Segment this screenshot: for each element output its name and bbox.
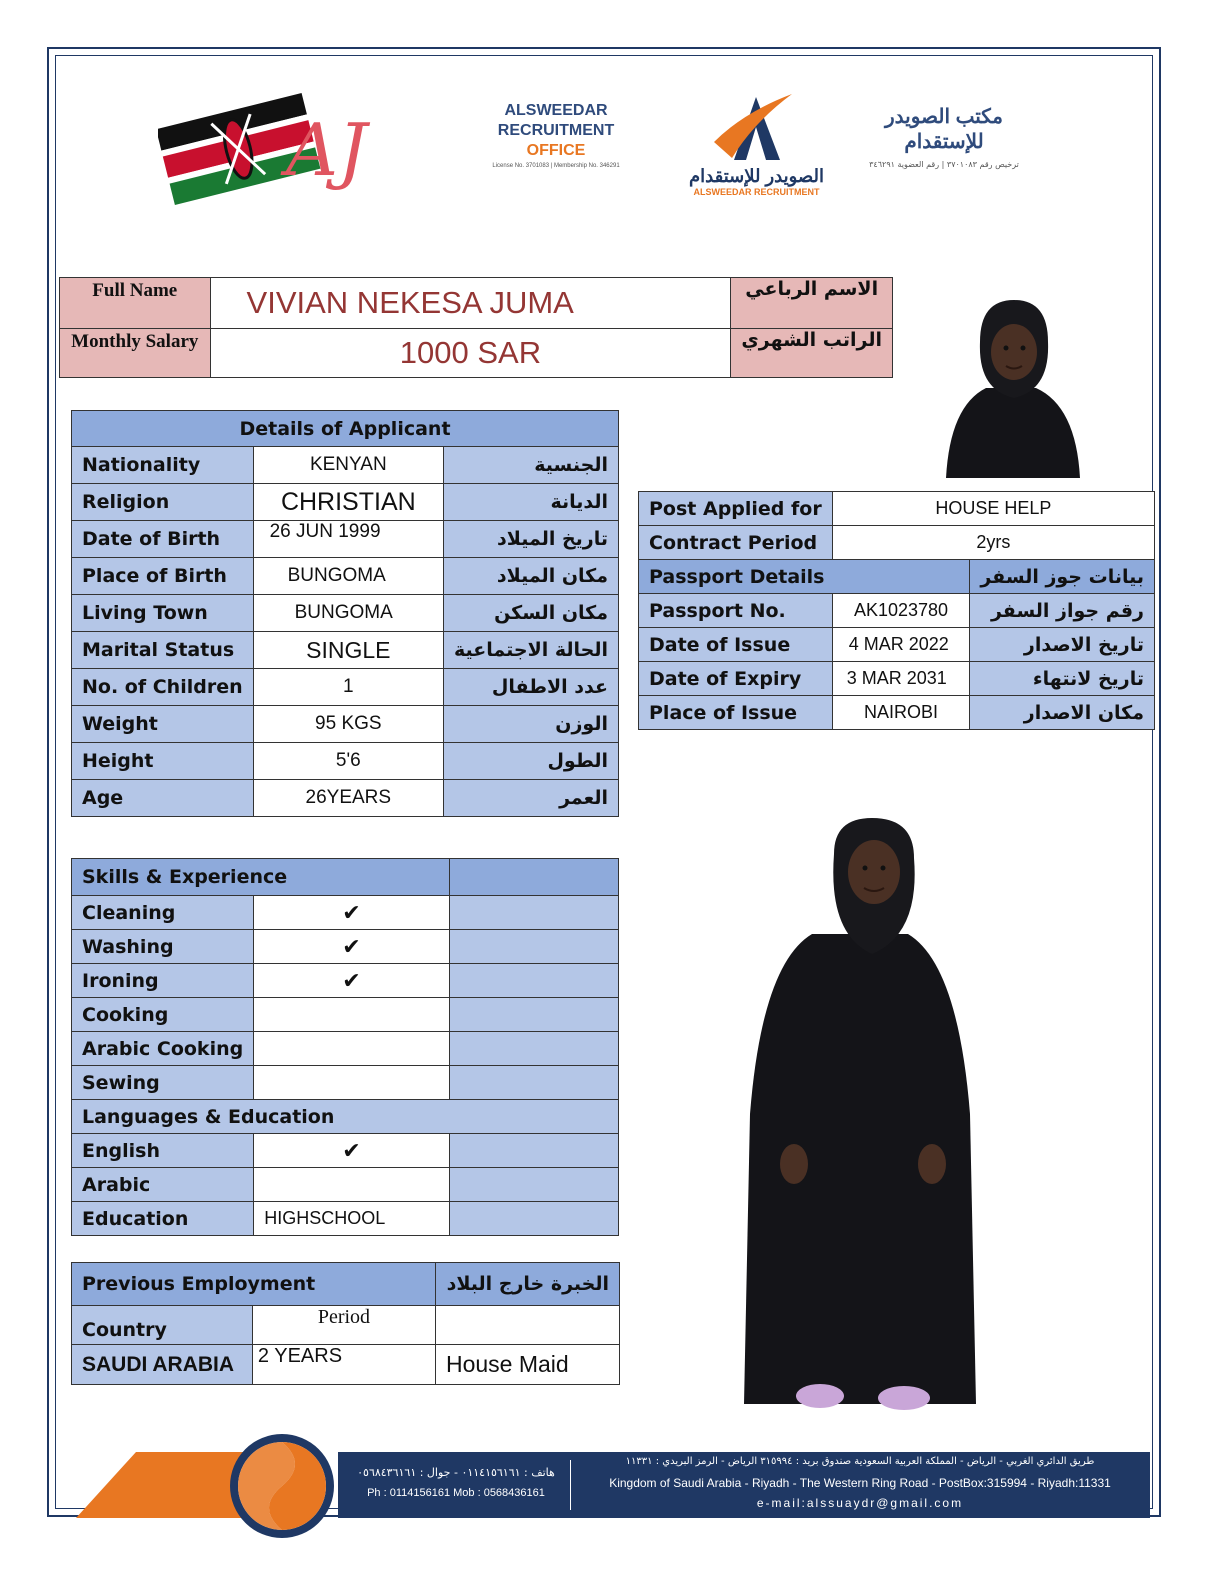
person-portrait-icon bbox=[936, 296, 1086, 478]
skill-label: Washing bbox=[72, 930, 254, 964]
details-label: Age bbox=[72, 780, 254, 817]
role-value: House Maid bbox=[435, 1345, 619, 1385]
language-blank bbox=[449, 1168, 618, 1202]
education-label: Education bbox=[72, 1202, 254, 1236]
passport-label: Date of Expiry bbox=[639, 662, 833, 696]
footer-email[interactable]: e-mail:alssuaydr@gmail.com bbox=[756, 1496, 964, 1510]
details-ar: مكان السكن bbox=[444, 595, 619, 632]
skill-label: Sewing bbox=[72, 1066, 254, 1100]
footer-address-en: Kingdom of Saudi Arabia - Riyadh - The Western Ring Road - PostBox:315994 - Riyadh:11331 bbox=[609, 1476, 1111, 1490]
post-label: Post Applied for bbox=[639, 492, 833, 526]
skill-check bbox=[254, 998, 449, 1032]
footer-circle-icon bbox=[226, 1432, 338, 1540]
salary-label: Monthly Salary bbox=[60, 329, 211, 378]
employment-table bbox=[71, 1262, 620, 1385]
period-label: Period bbox=[252, 1306, 435, 1345]
footer-phone-en: Ph : 0114156161 Mob : 0568436161 bbox=[367, 1487, 545, 1499]
details-value: BUNGOMA bbox=[253, 595, 443, 632]
details-label: Living Town bbox=[72, 595, 254, 632]
details-value: BUNGOMA bbox=[253, 558, 443, 595]
education-value: HIGHSCHOOL bbox=[254, 1202, 449, 1236]
footer-divider bbox=[570, 1460, 571, 1510]
office-logo-en bbox=[466, 102, 646, 169]
details-value: 26YEARS bbox=[253, 780, 443, 817]
details-label: Weight bbox=[72, 706, 254, 743]
period-value: 2 YEARS bbox=[252, 1345, 435, 1385]
contract-label: Contract Period bbox=[639, 526, 833, 560]
skill-check: ✔ bbox=[254, 964, 449, 998]
passport-label: Date of Issue bbox=[639, 628, 833, 662]
footer-circle-logo bbox=[226, 1432, 338, 1540]
full-name-label: Full Name bbox=[60, 278, 211, 329]
office-name-line2 bbox=[466, 120, 646, 160]
kenya-flag-logo bbox=[158, 88, 373, 208]
passport-value: AK1023780 bbox=[832, 594, 970, 628]
a-logo-icon bbox=[684, 92, 829, 162]
details-label: Marital Status bbox=[72, 632, 254, 669]
right-logo-ar bbox=[846, 104, 1042, 169]
details-ar: عدد الاطفال bbox=[444, 669, 619, 706]
details-ar: الوزن bbox=[444, 706, 619, 743]
passport-title-ar: بيانات جوز السفر bbox=[970, 560, 1155, 594]
language-label: English bbox=[72, 1134, 254, 1168]
passport-ar: تاريخ لانتهاء bbox=[970, 662, 1155, 696]
name-salary-table bbox=[59, 277, 893, 378]
footer-phone-ar: هاتف : ٠١١٤١٥٦١٦١ - جوال : ٠٥٦٨٤٣٦١٦١ bbox=[357, 1466, 555, 1479]
details-value: 95 KGS bbox=[253, 706, 443, 743]
education-blank bbox=[449, 1202, 618, 1236]
office-name-office: OFFICE bbox=[526, 142, 586, 159]
details-ar: مكان الميلاد bbox=[444, 558, 619, 595]
details-label: No. of Children bbox=[72, 669, 254, 706]
post-passport-table bbox=[638, 491, 1155, 730]
language-blank bbox=[449, 1134, 618, 1168]
details-value: 5'6 bbox=[253, 743, 443, 780]
center-logo-en: ALSWEEDAR RECRUITMENT bbox=[693, 187, 820, 197]
skill-blank bbox=[449, 1066, 618, 1100]
details-ar: الجنسية bbox=[444, 447, 619, 484]
person-full-body-icon bbox=[742, 814, 978, 1414]
right-logo-license: ترخيص رقم ٣٧٠١٠٨٣ | رقم العضوية ٣٤٦٢٩١ bbox=[869, 160, 1019, 169]
skill-label: Cooking bbox=[72, 998, 254, 1032]
passport-ar: رقم جواز السفر bbox=[970, 594, 1155, 628]
skill-label: Arabic Cooking bbox=[72, 1032, 254, 1066]
skills-title: Skills & Experience bbox=[72, 859, 450, 896]
details-value: KENYAN bbox=[253, 447, 443, 484]
passport-value: 3 MAR 2031 bbox=[832, 662, 970, 696]
office-name-line1: ALSWEEDAR bbox=[504, 102, 608, 119]
languages-title: Languages & Education bbox=[72, 1100, 619, 1134]
aj-initials: AJ bbox=[286, 108, 367, 192]
skill-blank bbox=[449, 1032, 618, 1066]
language-check bbox=[254, 1168, 449, 1202]
skills-table bbox=[71, 858, 619, 1236]
details-value: SINGLE bbox=[253, 632, 443, 669]
language-check: ✔ bbox=[254, 1134, 449, 1168]
employment-title-ar: الخبرة خارج البلاد bbox=[435, 1263, 619, 1306]
country-label: Country bbox=[72, 1306, 253, 1345]
passport-value: NAIROBI bbox=[832, 696, 970, 730]
office-license: License No. 3701083 | Membership No. 346291 bbox=[492, 163, 620, 169]
full-name-ar: الاسم الرباعي bbox=[731, 278, 893, 329]
skill-check: ✔ bbox=[254, 930, 449, 964]
skill-check bbox=[254, 1032, 449, 1066]
details-ar: الحالة الاجتماعية bbox=[444, 632, 619, 669]
skill-check bbox=[254, 1066, 449, 1100]
right-logo-title: مكتب الصويدر للإستقدام bbox=[884, 106, 1004, 153]
details-label: Height bbox=[72, 743, 254, 780]
skill-label: Ironing bbox=[72, 964, 254, 998]
full-name-value: VIVIAN NEKESA JUMA bbox=[210, 278, 731, 329]
office-name-recruitment: RECRUITMENT bbox=[497, 122, 615, 139]
center-logo-ar: الصويدر للإستقدام bbox=[689, 166, 824, 186]
country-value: SAUDI ARABIA bbox=[72, 1345, 253, 1385]
salary-ar: الراتب الشهري bbox=[731, 329, 893, 378]
details-label: Place of Birth bbox=[72, 558, 254, 595]
applicant-headshot bbox=[936, 296, 1086, 478]
passport-ar: مكان الاصدار bbox=[970, 696, 1155, 730]
skill-blank bbox=[449, 930, 618, 964]
contract-value: 2yrs bbox=[832, 526, 1154, 560]
skill-check: ✔ bbox=[254, 896, 449, 930]
details-value: 26 JUN 1999 bbox=[253, 521, 443, 558]
details-label: Nationality bbox=[72, 447, 254, 484]
skill-blank bbox=[449, 896, 618, 930]
language-label: Arabic bbox=[72, 1168, 254, 1202]
passport-label: Passport No. bbox=[639, 594, 833, 628]
skill-blank bbox=[449, 964, 618, 998]
center-logo bbox=[684, 92, 829, 204]
details-table bbox=[71, 410, 619, 817]
details-ar: الطول bbox=[444, 743, 619, 780]
passport-label: Place of Issue bbox=[639, 696, 833, 730]
details-value: 1 bbox=[253, 669, 443, 706]
details-ar: تاريخ الميلاد bbox=[444, 521, 619, 558]
details-label: Religion bbox=[72, 484, 254, 521]
skills-title-blank bbox=[449, 859, 618, 896]
passport-value: 4 MAR 2022 bbox=[832, 628, 970, 662]
footer-address-ar: طريق الدائري الغربي - الرياض - المملكة العربية السعودية صندوق بريد : ٣١٥٩٩٤ الرياض - الرمز البريدي : ١١٣٣١ bbox=[625, 1456, 1095, 1467]
employment-title: Previous Employment bbox=[72, 1263, 436, 1306]
details-label: Date of Birth bbox=[72, 521, 254, 558]
skill-label: Cleaning bbox=[72, 896, 254, 930]
details-ar: الديانة bbox=[444, 484, 619, 521]
passport-ar: تاريخ الاصدار bbox=[970, 628, 1155, 662]
details-title: Details of Applicant bbox=[72, 411, 619, 447]
details-ar: العمر bbox=[444, 780, 619, 817]
details-value: CHRISTIAN bbox=[253, 484, 443, 521]
salary-value: 1000 SAR bbox=[210, 329, 731, 378]
role-header-blank bbox=[435, 1306, 619, 1345]
skill-blank bbox=[449, 998, 618, 1032]
applicant-full-photo bbox=[742, 814, 978, 1414]
post-value: HOUSE HELP bbox=[832, 492, 1154, 526]
passport-title: Passport Details bbox=[639, 560, 970, 594]
